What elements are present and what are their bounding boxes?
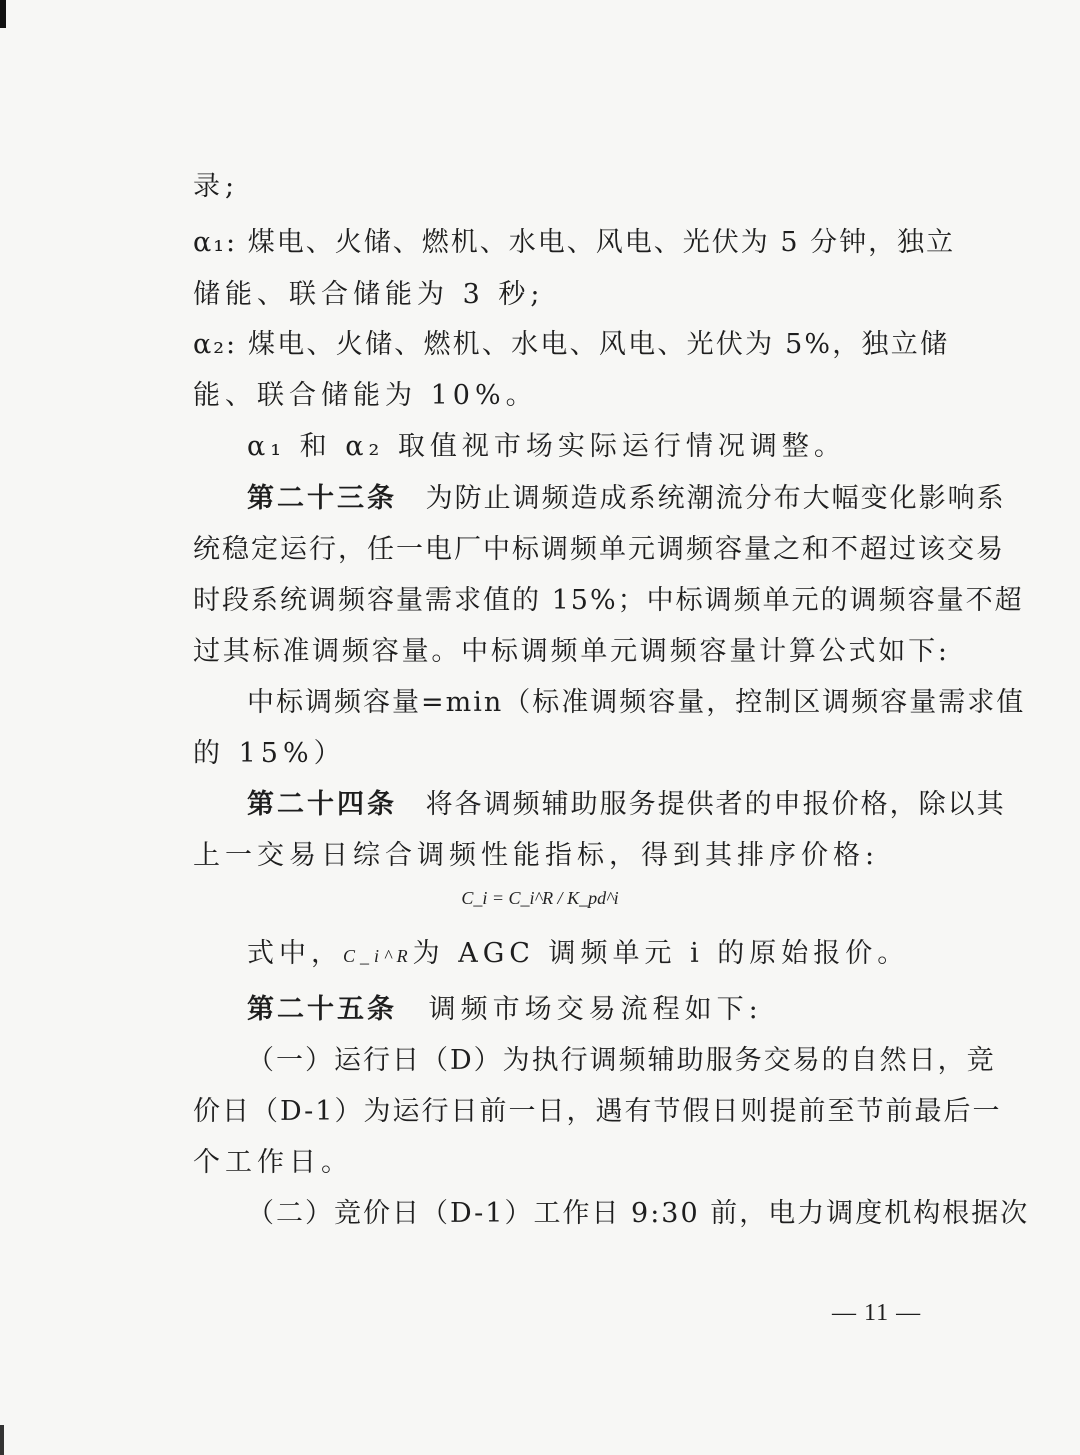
article-24-note-prefix: 式中，: [247, 938, 343, 969]
article-25-item-1-line-3: 个工作日。: [193, 1147, 353, 1178]
page-number: — 11 —: [832, 1300, 922, 1326]
text-line-6: α₁ 和 α₂ 取值视市场实际运行情况调整。: [247, 431, 846, 462]
article-24-note-symbol: C_i^R: [343, 946, 413, 966]
article-25-text-1: 调频市场交易流程如下:: [428, 994, 763, 1025]
article-24-heading: 第二十四条: [247, 789, 397, 820]
article-23-line-1: [193, 482, 1006, 516]
article-23-line-4: 过其标准调频容量。中标调频单元调频容量计算公式如下:: [193, 636, 949, 667]
article-23-line-3: 时段系统调频容量需求值的 15%；中标调频单元的调频容量不超: [193, 585, 1024, 616]
article-25-item-2-line-1: （二）竞价日（D-1）工作日 9:30 前，电力调度机构根据次: [247, 1198, 1030, 1229]
article-25-heading: 第二十五条: [247, 994, 397, 1025]
article-23-formula-1: 中标调频容量=min（标准调频容量，控制区调频容量需求值: [247, 687, 1026, 718]
text-line-alpha1: α₁: 煤电、火储、燃机、水电、风电、光伏为 5 分钟，独立: [193, 227, 956, 258]
article-24-text-1: 将各调频辅助服务提供者的申报价格，除以其: [425, 789, 1006, 820]
text-line-5: 能、联合储能为 10%。: [193, 380, 538, 411]
text-line-3: 储能、联合储能为 3 秒;: [193, 279, 545, 310]
text-line-1: 录;: [193, 171, 240, 202]
article-25-item-1-line-1: （一）运行日（D）为执行调频辅助服务交易的自然日，竞: [247, 1045, 996, 1076]
article-24-line-2: 上一交易日综合调频性能指标，得到其排序价格:: [193, 840, 880, 871]
article-23-formula-2: 的 15%）: [193, 738, 346, 769]
article-24-line-1: [193, 788, 1006, 822]
article-23-heading: 第二十三条: [247, 483, 397, 514]
article-25-line-1: [193, 993, 763, 1027]
article-23-text-1: 为防止调频造成系统潮流分布大幅变化影响系: [425, 483, 1006, 514]
scan-edge-mark: [0, 0, 6, 28]
text-line-alpha2: α₂: 煤电、火储、燃机、水电、风电、光伏为 5%，独立储: [193, 329, 949, 360]
article-24-formula: C_i = C_i^R / K_pd^i: [461, 888, 619, 908]
article-24-note: [247, 937, 909, 973]
article-24-note-suffix: 为 AGC 调频单元 i 的原始报价。: [412, 938, 910, 969]
article-23-line-2: 统稳定运行，任一电厂中标调频单元调频容量之和不超过该交易: [193, 534, 1005, 565]
scan-edge-mark-bottom: [0, 1425, 4, 1455]
article-25-item-1-line-2: 价日（D-1）为运行日前一日，遇有节假日则提前至节前最后一: [193, 1096, 1002, 1127]
